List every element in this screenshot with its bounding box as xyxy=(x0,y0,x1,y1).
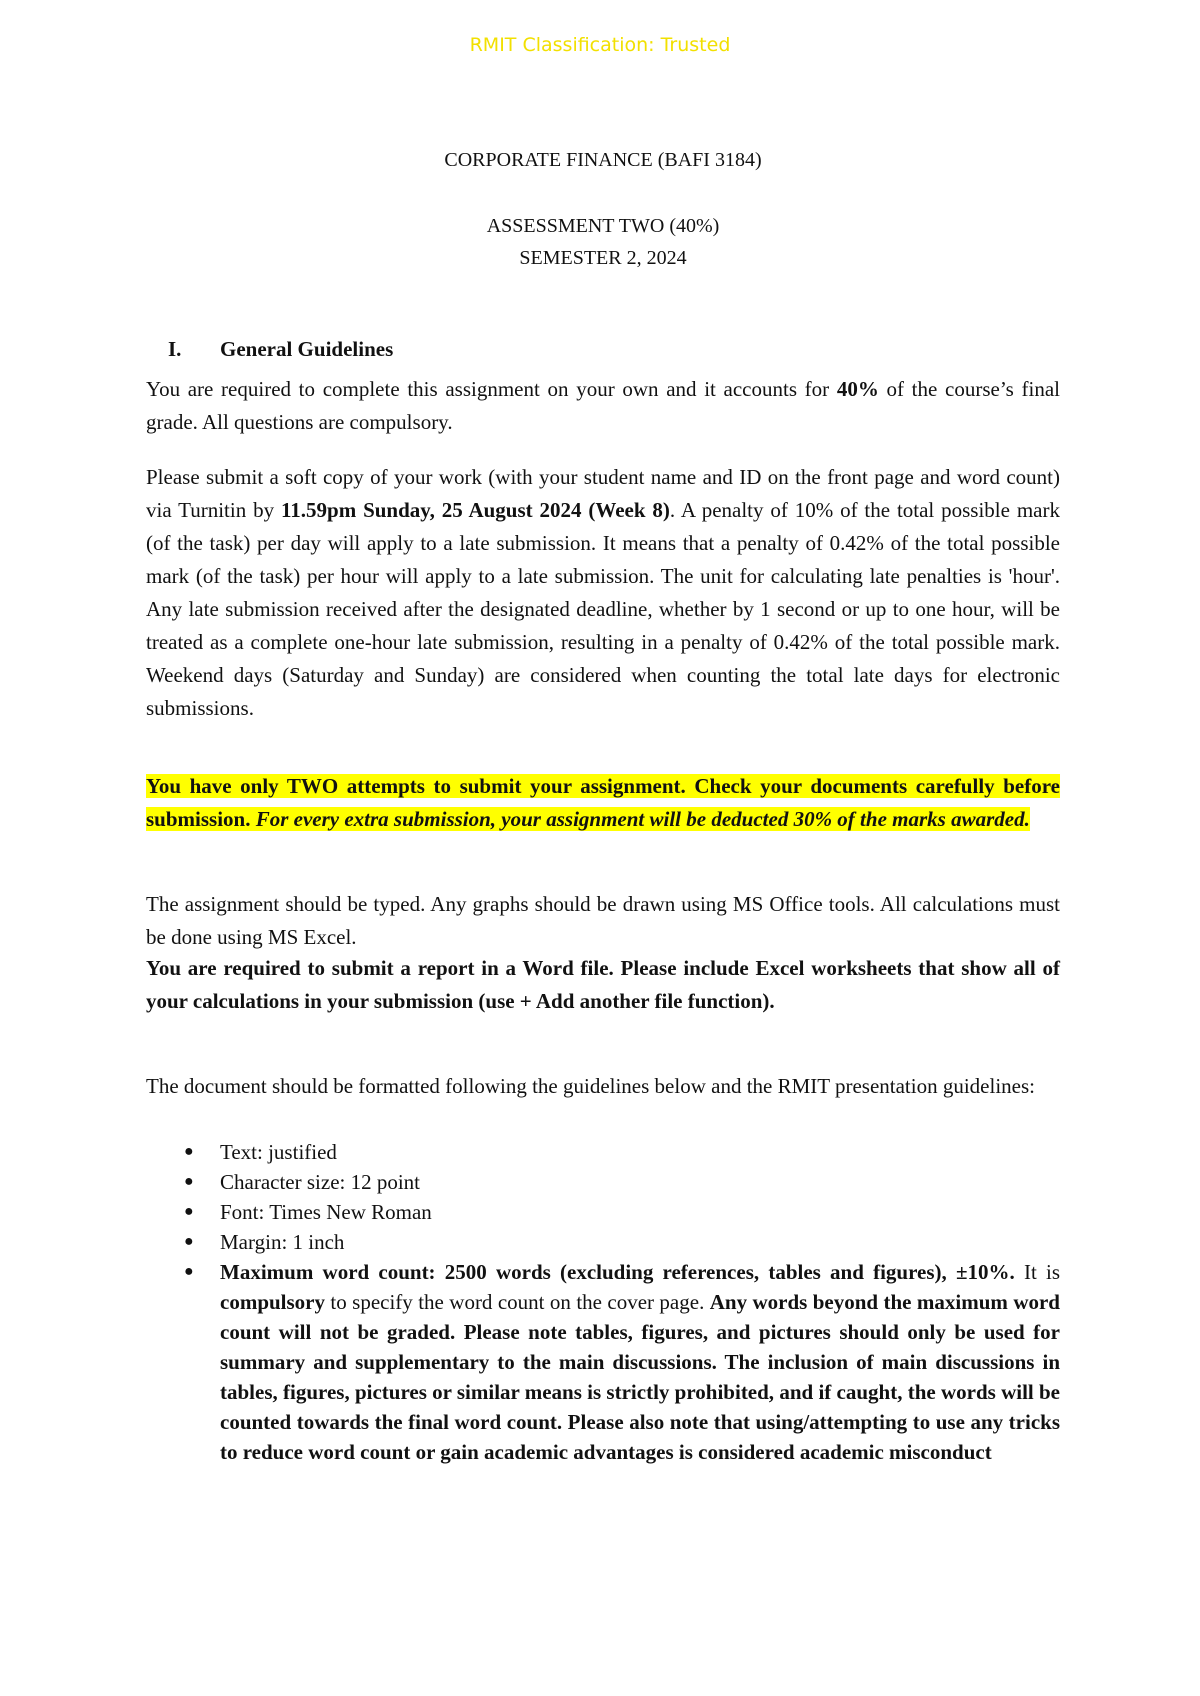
para-text: of the course’s final grade. All questions are compulsory. xyxy=(146,377,1060,434)
paragraph-report-format: You are required to submit a report in a Word file. Please include Excel worksheets that show all of your calculations in your submission (use + Add another file function). xyxy=(146,956,1060,1013)
word-count-rule: Maximum word count: 2500 words (excluding references, tables and figures), ±10%. xyxy=(220,1260,1015,1284)
bullet-icon: ● xyxy=(184,1143,194,1160)
paragraph-typing: The assignment should be typed. Any graphs should be drawn using MS Office tools. All calculations must be done using MS Excel. xyxy=(146,892,1060,949)
list-item xyxy=(146,1167,1060,1197)
section-number: I. xyxy=(168,337,182,361)
section-heading xyxy=(146,333,1060,366)
assessment-title: ASSESSMENT TWO (40%) xyxy=(486,215,720,237)
list-item xyxy=(146,1227,1060,1257)
list-item-text: Margin: 1 inch xyxy=(220,1230,345,1254)
bullet-icon: ● xyxy=(184,1263,194,1280)
para-text: . A penalty of 10% of the total possible mark (of the task) per day will apply to a late submission. It means that a penalty of 0.42% of the total possible mark (of the task) per hour will apply to a late submission. The unit for calculating late penalties is 'hour'. Any late submission received after the designated deadline, whether by 1 second or up to one hour, will be treated as a complete one-hour late submission, resulting in a penalty of 0.42% of the total possible mark. Weekend days (Saturday and Sunday) are considered when counting the total late days for electronic submissions. xyxy=(146,498,1060,720)
list-item-text: Text: justified xyxy=(220,1140,337,1164)
bullet-icon: ● xyxy=(184,1233,194,1250)
deadline: 11.59pm Sunday, 25 August 2024 (Week 8) xyxy=(280,498,670,522)
bullet-icon: ● xyxy=(184,1203,194,1220)
formatting-list xyxy=(146,1137,1060,1467)
paragraph-intro xyxy=(146,373,1060,439)
para-text: Please submit a soft copy of your work (with your student name and ID on the front page and word count) via Turnitin by xyxy=(146,465,1060,522)
paragraph-formatting: The document should be formatted following the guidelines below and the RMIT presentation guidelines: xyxy=(146,1074,1036,1098)
highlighted-text: You have only TWO attempts to submit your assignment. Check your documents carefully before submission. xyxy=(146,774,1060,831)
bullet-icon: ● xyxy=(184,1173,194,1190)
list-item-text: Character size: 12 point xyxy=(220,1170,421,1194)
paragraph-submission xyxy=(146,461,1060,725)
weight-percent: 40% xyxy=(836,377,879,401)
word-count-warning: Any words beyond the maximum word count will not be graded. Please note tables, figures, and pictures should only be used for summary and supplementary to the main discussions. The inclusion of main discussions in tables, figures, pictures or similar means is strictly prohibited, and if caught, the words will be counted towards the final word count. Please also note that using/attempting to use any tricks to reduce word count or gain academic advantages is considered academic misconduct xyxy=(220,1290,1060,1464)
para-text: You are required to complete this assignment on your own and it accounts for xyxy=(146,377,837,401)
list-item xyxy=(146,1197,1060,1227)
classification-label: RMIT Classification: Trusted xyxy=(469,34,731,56)
section-title: General Guidelines xyxy=(220,337,394,361)
list-item-text: Font: Times New Roman xyxy=(220,1200,432,1224)
course-title: CORPORATE FINANCE (BAFI 3184) xyxy=(444,149,762,171)
compulsory-text: compulsory xyxy=(220,1290,325,1314)
list-item-word-count xyxy=(146,1257,1060,1467)
list-item xyxy=(146,1137,1060,1167)
semester-title: SEMESTER 2, 2024 xyxy=(519,247,687,269)
highlighted-italic-text: For every extra submission, your assignment will be deducted 30% of the marks awarded. xyxy=(255,807,1030,831)
list-item-text: to specify the word count on the cover page. xyxy=(325,1290,710,1314)
list-item-text: It is xyxy=(1014,1260,1060,1284)
paragraph-attempts-warning xyxy=(146,770,1060,836)
